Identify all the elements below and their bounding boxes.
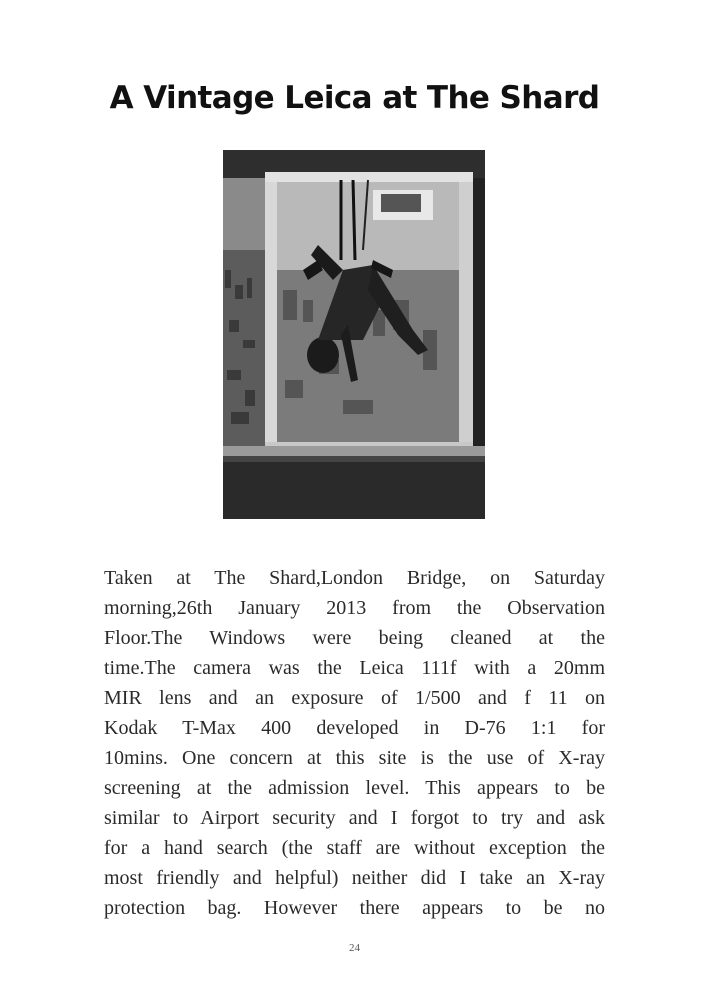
page-number: 24 bbox=[349, 942, 360, 954]
body-paragraph bbox=[104, 563, 605, 923]
body-line: similar to Airport security and I forgot to try and ask bbox=[104, 807, 605, 829]
body-line: time.The camera was the Leica 111f with a 20mm bbox=[104, 657, 605, 679]
shard-window-cleaner-photo bbox=[223, 150, 485, 519]
body-line: for a hand search (the staff are without exception the bbox=[104, 837, 605, 859]
body-line: Taken at The Shard,London Bridge, on Saturday bbox=[104, 567, 605, 589]
body-line: Floor.The Windows were being cleaned at the bbox=[104, 627, 605, 649]
body-line: screening at the admission level. This appears to be bbox=[104, 777, 605, 799]
body-line: 10mins. One concern at this site is the use of X-ray bbox=[104, 747, 605, 769]
body-line: Kodak T-Max 400 developed in D-76 1:1 for bbox=[104, 717, 605, 739]
body-line: protection bag. However there appears to be no bbox=[104, 897, 605, 919]
page-title: A Vintage Leica at The Shard bbox=[109, 80, 600, 116]
body-line: MIR lens and an exposure of 1/500 and f 11 on bbox=[104, 687, 605, 709]
body-line: morning,26th January 2013 from the Observation bbox=[104, 597, 605, 619]
body-line: most friendly and helpful) neither did I take an X-ray bbox=[104, 867, 605, 889]
